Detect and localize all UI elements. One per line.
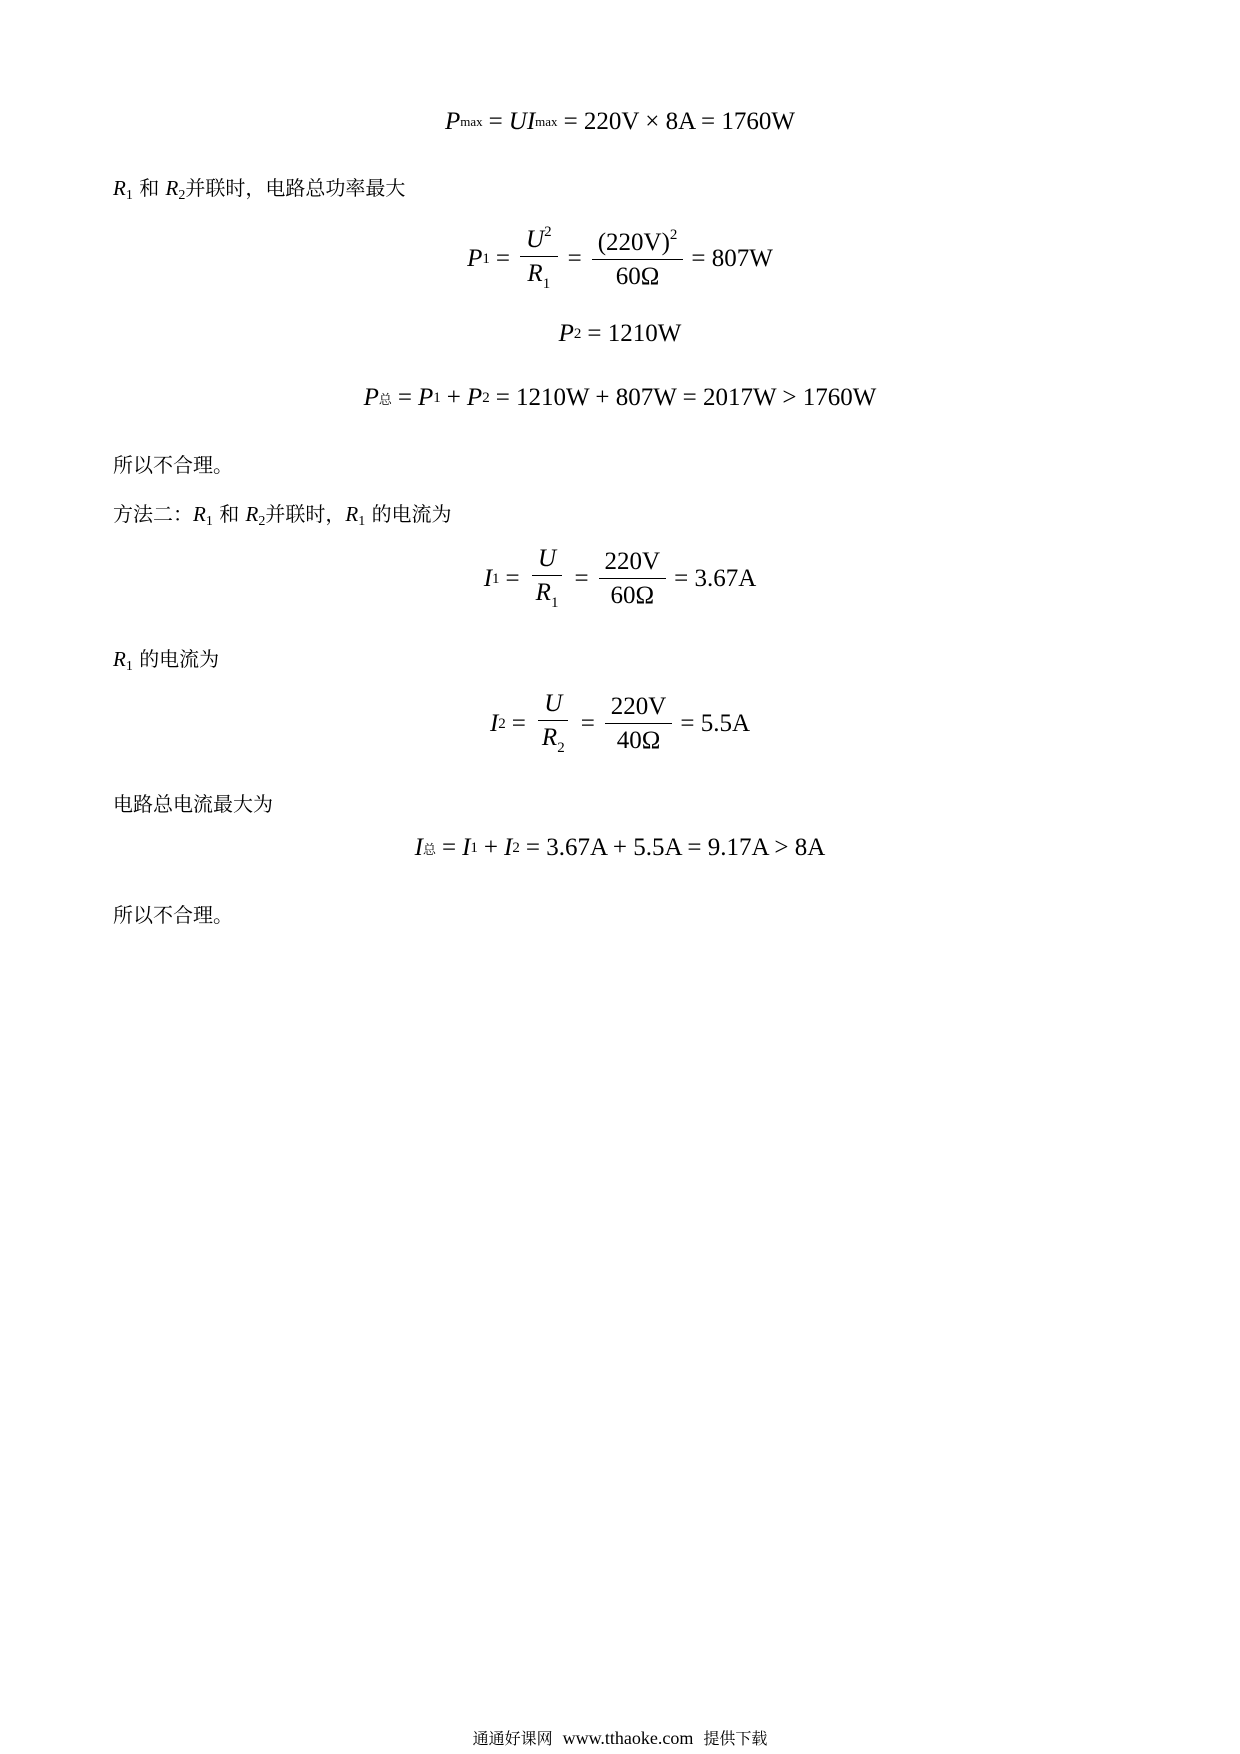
- equals-sign: =: [567, 245, 582, 272]
- formula-ptotal: [0, 384, 1240, 412]
- subscript: 1: [482, 250, 490, 267]
- var-i: I: [489, 710, 499, 737]
- subscript: 1: [125, 188, 133, 203]
- equals-sign: =: [495, 245, 511, 272]
- text-rest: 的电流为: [139, 647, 220, 671]
- subscript-max: max: [535, 114, 558, 129]
- plus-sign: +: [446, 384, 461, 411]
- subscript: 2: [512, 839, 520, 856]
- numerator: U: [532, 546, 562, 576]
- var-u: U: [526, 226, 545, 253]
- var-i: I: [414, 834, 423, 861]
- formula-rhs: = 220V × 8A = 1760W: [563, 108, 795, 135]
- var-p: P: [445, 108, 461, 135]
- page-footer: [0, 1726, 1240, 1749]
- text-rest: 并联时，电路总功率最大: [185, 176, 406, 200]
- subscript: 2: [557, 740, 565, 757]
- paragraph-method-two: [113, 498, 452, 530]
- var-r: R: [535, 579, 551, 607]
- numerator: (220V): [597, 228, 670, 256]
- formula-rhs: = 3.67A + 5.5A = 9.17A > 8A: [525, 834, 826, 861]
- var-r: R: [245, 502, 259, 526]
- subscript: 2: [258, 514, 266, 529]
- var-r: R: [345, 502, 359, 526]
- text-rest: 的电流为: [371, 502, 452, 526]
- numerator: 220V: [599, 549, 667, 579]
- fraction-u-r2: [536, 691, 571, 757]
- fraction-220v-60ohm: [599, 549, 667, 610]
- denominator: 40Ω: [616, 727, 661, 754]
- text-and: 和: [219, 502, 240, 526]
- var-r: R: [527, 260, 543, 288]
- formula-rhs: = 1210W + 807W = 2017W > 1760W: [495, 384, 877, 411]
- subscript: 2: [498, 715, 506, 732]
- footer-url[interactable]: www.tthaoke.com: [562, 1728, 694, 1748]
- formula-rhs: = 5.5A: [680, 710, 751, 737]
- subscript: 1: [205, 514, 213, 529]
- fraction-u-r1: [530, 546, 565, 612]
- formula-rhs: = 1210W: [587, 320, 682, 347]
- var-r: R: [541, 724, 558, 752]
- paragraph-conclusion-2: 所以不合理。: [113, 903, 233, 927]
- formula-p2: [0, 320, 1240, 348]
- formula-rhs: = 3.67A: [674, 565, 757, 592]
- subscript-total: 总: [378, 392, 392, 408]
- equals-sign: =: [505, 565, 520, 592]
- var-r: R: [113, 176, 126, 200]
- superscript: 2: [669, 226, 678, 243]
- equals-sign: =: [511, 710, 526, 737]
- numerator: U: [538, 691, 568, 721]
- var-p: P: [418, 384, 434, 411]
- equals-sign: =: [488, 108, 503, 135]
- formula-p1: [0, 225, 1240, 293]
- plus-sign: +: [483, 834, 499, 861]
- footer-suffix: 提供下载: [703, 1729, 768, 1748]
- subscript: 1: [125, 659, 133, 674]
- formula-itotal: [0, 834, 1240, 862]
- var-p: P: [558, 320, 574, 347]
- var-r: R: [193, 502, 206, 526]
- subscript-max: max: [460, 114, 483, 129]
- subscript-total: 总: [422, 842, 436, 858]
- formula-rhs: = 807W: [691, 245, 773, 272]
- var-p: P: [467, 245, 483, 272]
- subscript: 1: [470, 839, 478, 856]
- var-p: P: [363, 384, 379, 411]
- footer-brand: 通通好课网: [472, 1729, 553, 1748]
- text-prefix: 方法二：: [113, 502, 193, 526]
- subscript: 2: [573, 325, 582, 342]
- equals-sign: =: [574, 565, 589, 592]
- var-p: P: [466, 384, 483, 411]
- subscript: 1: [542, 276, 551, 293]
- subscript: 1: [358, 514, 366, 529]
- paragraph-total-current: 电路总电流最大为: [113, 792, 273, 816]
- fraction-220v2-60ohm: [592, 228, 684, 291]
- var-i: I: [504, 834, 513, 861]
- subscript: 2: [178, 188, 186, 203]
- var-r: R: [165, 176, 179, 200]
- equals-sign: =: [397, 384, 413, 411]
- formula-i2: [0, 691, 1240, 757]
- var-ui: UI: [508, 108, 536, 135]
- equals-sign: =: [580, 710, 595, 737]
- paragraph-parallel-power: [113, 172, 405, 204]
- fraction-220v-40ohm: [605, 694, 673, 755]
- formula-pmax: [0, 108, 1240, 136]
- subscript: 2: [482, 389, 490, 406]
- subscript: 1: [550, 595, 559, 612]
- text-mid: 并联时，: [265, 502, 346, 526]
- var-i: I: [483, 565, 493, 592]
- paragraph-conclusion-1: 所以不合理。: [113, 453, 233, 477]
- denominator: 60Ω: [615, 263, 660, 290]
- text-and: 和: [139, 176, 160, 200]
- fraction-u2-r1: [520, 225, 558, 293]
- subscript: 1: [492, 570, 500, 587]
- subscript: 1: [433, 389, 441, 406]
- numerator: 220V: [605, 694, 673, 724]
- equals-sign: =: [441, 834, 457, 861]
- paragraph-r1-current: [113, 643, 219, 675]
- var-i: I: [462, 834, 471, 861]
- superscript: 2: [544, 224, 552, 240]
- var-r: R: [113, 647, 126, 671]
- denominator: 60Ω: [610, 582, 655, 609]
- formula-i1: [0, 546, 1240, 612]
